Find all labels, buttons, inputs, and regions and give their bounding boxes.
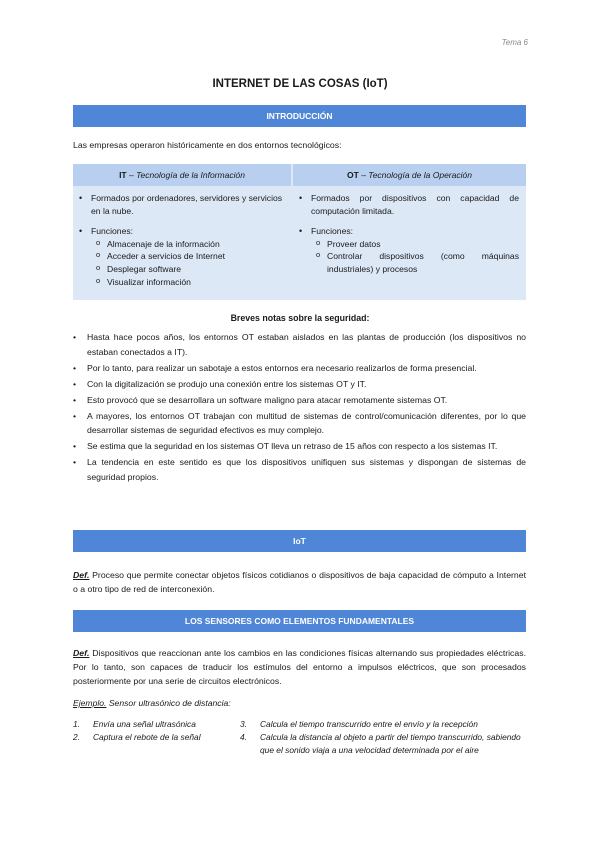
list-item: • Formados por ordenadores, servidores y servicios en la nube. [79, 192, 284, 217]
table-header-it [73, 164, 291, 186]
list-item: • A mayores, los entornos OT trabajan con multitud de sistemas de control/comunicación diferentes, por lo que desarrollar sistemas de seguridad efectivos es muy complejo. [73, 409, 526, 438]
it-name: Tecnología de la Información [136, 170, 245, 180]
list-subitem: o Controlar dispositivos (como máquinas industriales) y procesos [299, 250, 519, 275]
step-item: 4. Calcula la distancia al objeto a partir del tiempo transcurrido, sabiendo que el sonido viaja a una velocidad determinada por el aire [240, 732, 521, 755]
definition-text: Dispositivos que reaccionan ante los cambios en las condiciones físicas alternando sus propiedades eléctricas. Por lo tanto, son capaces de traducir los estímulos del entorno a impulsos eléctricos, que son procesados posteriormente por una serie de circuitos electrónicos. [73, 648, 526, 686]
example-heading [73, 698, 231, 708]
table-header-ot [293, 164, 526, 186]
section-header-introduction: INTRODUCCIÓN [73, 105, 526, 127]
example-steps-left [73, 718, 233, 744]
example-text: Sensor ultrasónico de distancia: [106, 698, 231, 708]
table-column-it [79, 192, 284, 288]
list-item: • Se estima que la seguridad en los sistemas OT lleva un retraso de 15 años con respecto a los sistemas IT. [73, 439, 526, 454]
example-steps-right [240, 718, 530, 757]
definition-text: Proceso que permite conectar objetos físicos cotidianos o dispositivos de baja capacidad de cómputo a Internet o a otro tipo de red de interconexión. [73, 570, 526, 594]
table-column-ot [299, 192, 519, 276]
list-item: • Funciones: [299, 225, 519, 238]
list-subitem: o Desplegar software [79, 263, 284, 276]
list-item: • Esto provocó que se desarrollara un software maligno para atacar remotamente sistemas OT. [73, 393, 526, 408]
example-label: Ejemplo. [73, 698, 107, 708]
intro-paragraph: Las empresas operaron históricamente en dos entornos tecnológicos: [73, 140, 342, 150]
list-item: • Hasta hace pocos años, los entornos OT estaban aislados en las plantas de producción (los dispositivos no estaban conectados a IT). [73, 330, 526, 359]
ot-name: Tecnología de la Operación [368, 170, 472, 180]
step-item: 3. Calcula el tiempo transcurrido entre el envío y la recepción [240, 719, 478, 729]
section-header-iot: IoT [73, 530, 526, 552]
list-subitem: o Proveer datos [299, 238, 519, 251]
it-dash: – [126, 170, 137, 180]
security-bullet-list [73, 330, 526, 486]
section-header-sensors: LOS SENSORES COMO ELEMENTOS FUNDAMENTALES [73, 610, 526, 632]
step-item: 2. Captura el rebote de la señal [73, 732, 201, 742]
list-item: • Funciones: [79, 225, 284, 238]
list-item: • Formados por dispositivos con capacidad de computación limitada. [299, 192, 519, 217]
list-item: • Con la digitalización se produjo una conexión entre los sistemas OT y IT. [73, 377, 526, 392]
it-abbr: IT [119, 170, 127, 180]
definition-label: Def. [73, 648, 90, 658]
definition-label: Def. [73, 570, 90, 580]
list-subitem: o Almacenaje de la información [79, 238, 284, 251]
list-item: • La tendencia en este sentido es que los dispositivos unifiquen sus sistemas y dispongan de sistemas de seguridad propios. [73, 455, 526, 484]
list-item: • Por lo tanto, para realizar un sabotaje a estos entornos era necesario realizarlos de forma presencial. [73, 361, 526, 376]
page-label: Tema 6 [501, 38, 528, 47]
iot-definition [73, 568, 526, 596]
document-title: INTERNET DE LAS COSAS (IoT) [212, 78, 388, 90]
ot-dash: – [358, 170, 369, 180]
sensor-definition [73, 646, 526, 688]
it-ot-comparison-table [73, 164, 526, 300]
list-subitem: o Visualizar información [79, 276, 284, 289]
ot-abbr: OT [347, 170, 359, 180]
security-heading: Breves notas sobre la seguridad: [230, 313, 370, 323]
list-subitem: o Acceder a servicios de Internet [79, 250, 284, 263]
step-item: 1. Envía una señal ultrasónica [73, 719, 196, 729]
